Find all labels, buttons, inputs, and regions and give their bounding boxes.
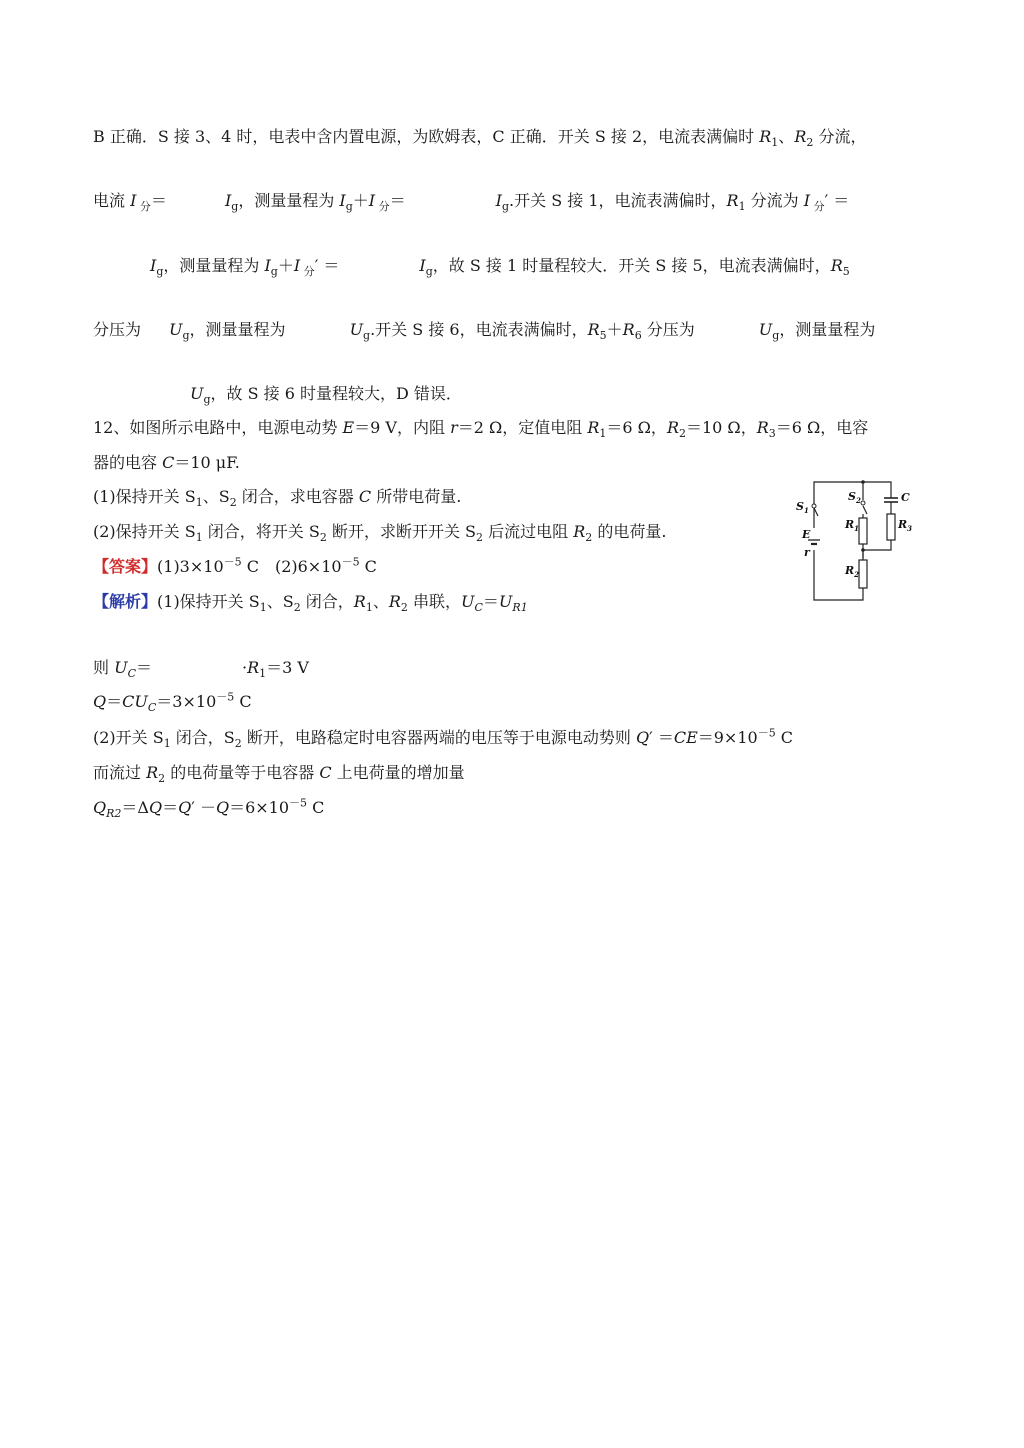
question-12-line-1: 12、如图所示电路中，电源电动势 E＝9 V，内阻 r＝2 Ω，定值电阻 $R_1=6$ Ω，$R_2=10$ Ω，$R_3=6$ Ω，电容 — [93, 418, 869, 441]
label-s2: $S_2$ — [848, 490, 861, 505]
label-r: r — [804, 546, 810, 559]
text-line-4: 分压为 $U_g$，测量量程为 $U_g$.开关 S 接 6，电流表满偏时，$R_5+R_6$ 分压为 $U_g$，测量量程为 — [93, 320, 876, 343]
label-r3: $R_3$ — [898, 518, 913, 533]
junction-middle — [861, 548, 865, 552]
circuit-diagram — [788, 470, 928, 610]
analysis-tag: 【解析】 — [93, 592, 158, 611]
label-r2: $R_2$ — [845, 564, 860, 579]
resistor-r2 — [859, 560, 867, 588]
resistor-r1 — [859, 518, 867, 544]
text-line-1: B 正确．S 接 3、4 时，电表中含内置电源，为欧姆表，C 正确．开关 S 接 2，电流表满偏时 $R_1$、$R_2$ 分流， — [93, 127, 867, 150]
capacitor-c — [884, 498, 898, 502]
label-e: E — [802, 528, 811, 541]
switch-s1-contact — [812, 504, 816, 508]
resistor-r3 — [887, 514, 895, 540]
solution-step-5: $Q_{R2}=\Delta Q=Q' -Q=6\times 10^{-5}$ C — [93, 796, 325, 821]
text-line-2: 电流 I $_分= I_g$，测量量程为 $I_g+I$ $_分= I_g$.开关 S 接 1，电流表满偏时，$R_1$ 分流为 I $_分$′ ＝ — [93, 191, 850, 214]
text-line-5: $U_g$，故 S 接 6 时量程较大，D 错误． — [190, 384, 462, 407]
label-s1: $S_1$ — [796, 500, 809, 515]
junction-top — [861, 480, 865, 484]
label-c: C — [901, 491, 910, 504]
answer-line: 【答案】$(1)3\times 10^{-5}$ C $(2)6\times 10^{-5}$ C — [93, 555, 377, 576]
question-12-part-1: (1)保持开关 $S_1$、$S_2$ 闭合，求电容器 C 所带电荷量. — [93, 487, 462, 510]
solution-step-1: 则 $U_C= \cdot R_1=3$ V — [93, 658, 309, 681]
question-12-line-2: 器的电容 C＝10 μF. — [93, 453, 240, 472]
label-r1: $R_1$ — [845, 518, 860, 533]
solution-step-2: $Q=CU_C=3\times 10^{-5}$ C — [93, 690, 252, 715]
text-line-3: $I_g$，测量量程为 $I_g+I$ $_分' = I_g$，故 S 接 1 时量程较大．开关 S 接 5，电流表满偏时，$R_5$ — [150, 256, 850, 279]
analysis-line: 【解析】(1)保持开关 $S_1$、$S_2$ 闭合，$R_1$、$R_2$ 串联，$U_C=U_{R1}$ — [93, 592, 528, 615]
solution-step-4: 而流过 $R_2$ 的电荷量等于电容器 C 上电荷量的增加量 — [93, 763, 465, 786]
switch-s2-contact — [861, 501, 865, 505]
answer-tag: 【答案】 — [93, 557, 158, 576]
solution-step-3: (2)开关 $S_1$ 闭合，$S_2$ 断开，电路稳定时电容器两端的电压等于电源电动势则 $Q' =CE=9\times 10^{-5}$ C — [93, 726, 794, 751]
question-12-part-2: (2)保持开关 $S_1$ 闭合，将开关 $S_2$ 断开，求断开开关 $S_2$ 后流过电阻 $R_2$ 的电荷量. — [93, 522, 667, 545]
